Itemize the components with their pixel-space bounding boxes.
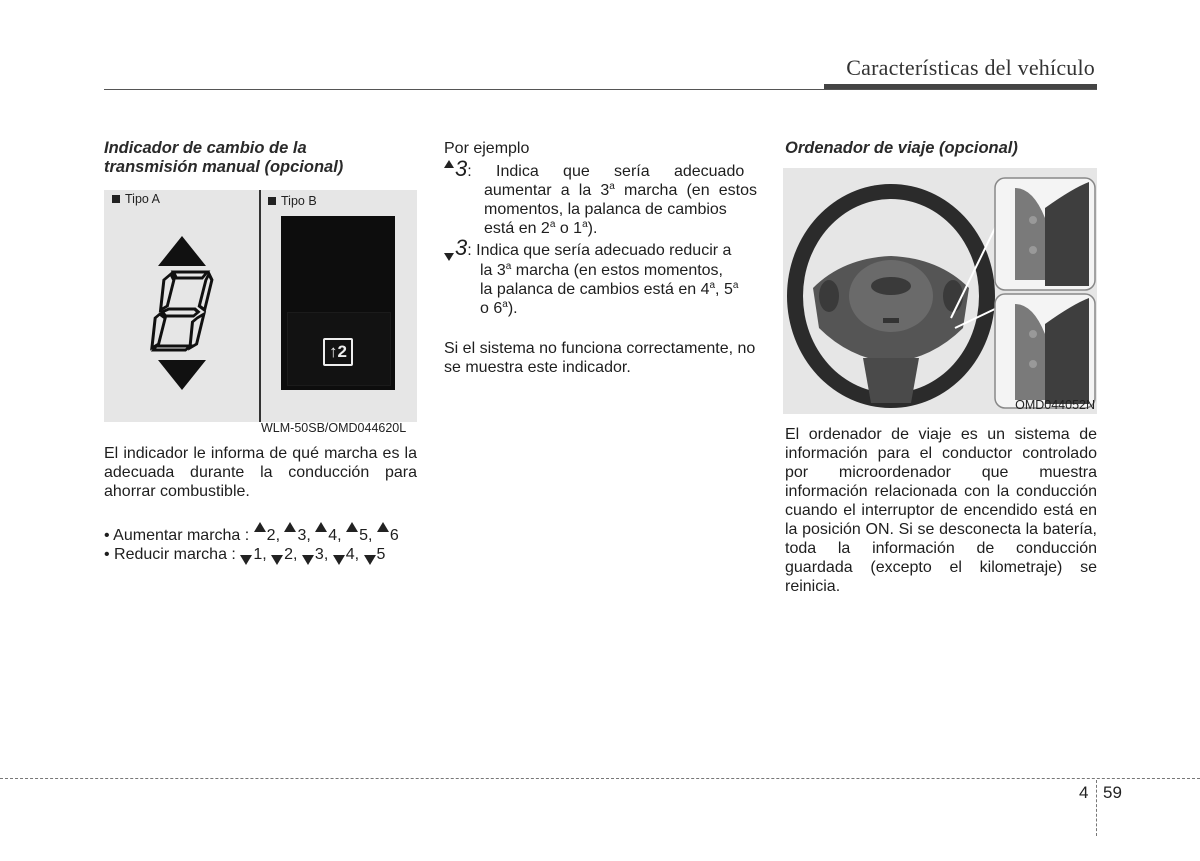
figure-divider (259, 190, 261, 422)
example-title: Por ejemplo (444, 140, 530, 157)
triangle-down-icon (364, 555, 376, 565)
example-downshift: 3: Indica que sería adecuado reducir a la 3$^a$ marcha (en estos momentos, la palanca de cambios está en 4$^a$, 5$^a$ o 6$^a$). (444, 238, 757, 318)
gear-digit: 3 (455, 156, 468, 181)
arrow-up-icon: ↑ (329, 342, 338, 361)
title-line: transmisión manual (opcional) (104, 158, 344, 176)
example-upshift: 3: Indica que sería adecuado aumentar a la 3$^a$ marcha (en estos momentos, la palanca de cambios está en 2$^a$ o 1$^a$). (444, 159, 757, 238)
footer-rule (0, 778, 1200, 779)
footer-vertical-rule (1096, 780, 1097, 836)
intro-paragraph: El indicador le informa de qué marcha es la adecuada durante la conducción para ahorrar combustible. (104, 445, 417, 500)
shift-indicator-figure (104, 190, 417, 422)
section-title-shift-indicator (104, 139, 343, 177)
malfunction-paragraph: Si el sistema no funciona correctamente, no se muestra este indicador. (444, 340, 756, 376)
triangle-down-icon (333, 555, 345, 565)
triangle-up-icon (346, 522, 358, 532)
triangle-up-icon (284, 522, 296, 532)
trip-computer-paragraph: El ordenador de viaje es un sistema de información para el conductor controlado por microordenador que muestra información relacionada con la conducción cuando el interruptor de encendido está en la posición ON. Si se desconecta la batería, toda la información de conducción guardada (excepto el kilometraje) se reinicia. (785, 426, 1097, 595)
square-icon (268, 197, 276, 205)
triangle-up-icon (444, 160, 454, 168)
steering-wheel-figure (783, 168, 1097, 414)
page-number: 59 (1103, 783, 1122, 802)
type-a-display-icon (144, 234, 214, 394)
gear-indicator (323, 338, 353, 366)
figure-caption-left: WLM-50SB/OMD044620L (261, 421, 407, 435)
triangle-up-icon (315, 522, 327, 532)
triangle-down-icon (444, 253, 454, 261)
page-section-number: 4 (1079, 783, 1089, 802)
bullet-downshift: • Reducir marcha : 1, 2, 3, 4, 5 (104, 546, 386, 563)
bullet-upshift: • Aumentar marcha : 2, 3, 4, 5, 6 (104, 522, 424, 545)
triangle-down-icon (302, 555, 314, 565)
triangle-down-icon (271, 555, 283, 565)
title-line: Indicador de cambio de la (104, 139, 307, 157)
figure-label-b: Tipo B (268, 194, 317, 208)
page-header-title: Características del vehículo (846, 55, 1095, 80)
triangle-up-icon (377, 522, 389, 532)
square-icon (112, 195, 120, 203)
steering-wheel-icon (783, 168, 1097, 414)
gear-number: 2 (337, 342, 347, 361)
gear-digit: 3 (455, 235, 468, 260)
figure-caption-right: OMD044052N (1015, 398, 1095, 412)
type-b-display (281, 216, 395, 390)
triangle-down-icon (240, 555, 252, 565)
figure-label-a: Tipo A (112, 192, 160, 206)
section-title-trip-computer: Ordenador de viaje (opcional) (785, 139, 1018, 157)
triangle-up-icon (254, 522, 266, 532)
header-rule (104, 89, 1097, 90)
